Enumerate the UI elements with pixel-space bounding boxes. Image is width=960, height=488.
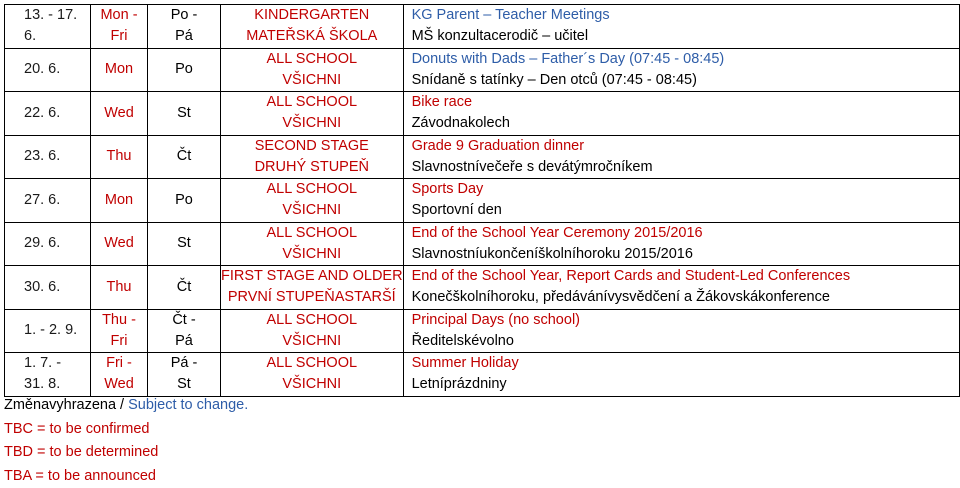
date-cell-line: 13. - 17. [24,5,90,26]
event-cell [403,92,959,136]
date-cell [5,266,91,310]
event-cell [403,309,959,353]
day-cz-cell-line: Pá [148,26,220,47]
day-cz-cell [148,266,221,310]
event-cz: Konečškolníhoroku, předávánívysvědčení a Žákovskákonference [412,287,959,308]
date-cell-line: 27. 6. [24,190,90,211]
note-change-en: Subject to change. [124,397,248,413]
group-cell [221,353,404,397]
day-en-cell [91,92,148,136]
day-cz-cell [148,135,221,179]
day-cz-cell [148,179,221,223]
group-cell-line: ALL SCHOOL [221,179,403,200]
date-cell [5,179,91,223]
subject-to-change-note [4,394,248,418]
note-tba: TBA = to be announced [4,465,248,488]
day-en-cell-line: Thu [91,146,147,167]
group-cell [221,179,404,223]
event-en: Summer Holiday [412,353,959,374]
group-cell [221,309,404,353]
event-cell [403,222,959,266]
day-cz-cell [148,222,221,266]
day-cz-cell-line: Pá - [148,353,220,374]
date-cell [5,135,91,179]
day-cz-cell-line: Po - [148,5,220,26]
event-cz: Slavnostníukončeníškolníhoroku 2015/2016 [412,244,959,265]
date-cell-line: 23. 6. [24,146,90,167]
date-cell-line: 20. 6. [24,59,90,80]
group-cell [221,48,404,92]
group-cell-line: ALL SCHOOL [221,310,403,331]
note-change-cz: Změnavyhrazena / [4,397,124,413]
event-cz: Závodnakolech [412,113,959,134]
group-cell-line: VŠICHNI [221,200,403,221]
group-cell-line: FIRST STAGE AND OLDER [221,266,403,287]
event-en: Grade 9 Graduation dinner [412,136,959,157]
event-cz: Ředitelskévolno [412,331,959,352]
day-en-cell-line: Thu [91,277,147,298]
date-cell-line: 1. 7. - [24,353,90,374]
event-cell [403,48,959,92]
schedule-row [5,179,960,223]
event-cz: Letníprázdniny [412,374,959,395]
schedule-row [5,353,960,397]
date-cell-line: 29. 6. [24,233,90,254]
day-en-cell [91,222,148,266]
day-en-cell [91,135,148,179]
note-tbd: TBD = to be determined [4,441,248,465]
date-cell-line: 22. 6. [24,103,90,124]
date-cell [5,92,91,136]
group-cell [221,135,404,179]
event-en: Donuts with Dads – Father´s Day (07:45 - 08:45) [412,49,959,70]
event-cell [403,5,959,49]
event-cell [403,266,959,310]
day-cz-cell-line: St [148,103,220,124]
day-cz-cell-line: Čt [148,277,220,298]
day-en-cell-line: Fri [91,331,147,352]
event-en: Bike race [412,92,959,113]
date-cell [5,48,91,92]
day-en-cell-line: Wed [91,103,147,124]
day-en-cell-line: Mon - [91,5,147,26]
day-cz-cell-line: St [148,374,220,395]
schedule-row [5,266,960,310]
day-cz-cell [148,5,221,49]
event-en: Sports Day [412,179,959,200]
group-cell-line: SECOND STAGE [221,136,403,157]
date-cell-line: 6. [24,26,90,47]
event-cell [403,353,959,397]
schedule-row [5,5,960,49]
day-en-cell-line: Fri - [91,353,147,374]
group-cell [221,5,404,49]
day-cz-cell-line: Pá [148,331,220,352]
notes [4,394,248,488]
day-en-cell [91,353,148,397]
day-en-cell-line: Fri [91,26,147,47]
event-cell [403,179,959,223]
event-en: End of the School Year, Report Cards and Student-Led Conferences [412,266,959,287]
schedule-row [5,309,960,353]
group-cell-line: MATEŘSKÁ ŠKOLA [221,26,403,47]
date-cell [5,353,91,397]
day-en-cell-line: Mon [91,190,147,211]
date-cell [5,222,91,266]
group-cell-line: VŠICHNI [221,331,403,352]
note-tbc: TBC = to be confirmed [4,418,248,442]
group-cell-line: DRUHÝ STUPEŇ [221,157,403,178]
date-cell-line: 31. 8. [24,374,90,395]
event-cell [403,135,959,179]
day-cz-cell-line: Čt - [148,310,220,331]
group-cell-line: VŠICHNI [221,374,403,395]
day-en-cell [91,48,148,92]
event-cz: MŠ konzultacerodič – učitel [412,26,959,47]
day-cz-cell-line: Čt [148,146,220,167]
group-cell-line: ALL SCHOOL [221,92,403,113]
day-en-cell-line: Wed [91,374,147,395]
schedule-row [5,48,960,92]
schedule-table [4,4,960,397]
day-cz-cell-line: St [148,233,220,254]
day-cz-cell [148,309,221,353]
group-cell [221,222,404,266]
group-cell-line: ALL SCHOOL [221,49,403,70]
schedule-row [5,92,960,136]
event-en: Principal Days (no school) [412,310,959,331]
event-en: End of the School Year Ceremony 2015/2016 [412,223,959,244]
group-cell-line: VŠICHNI [221,113,403,134]
schedule-row [5,135,960,179]
day-en-cell-line: Wed [91,233,147,254]
event-cz: Sportovní den [412,200,959,221]
day-en-cell [91,266,148,310]
group-cell-line: PRVNÍ STUPEŇASTARŠÍ [221,287,403,308]
day-en-cell-line: Mon [91,59,147,80]
day-cz-cell-line: Po [148,190,220,211]
schedule-row [5,222,960,266]
date-cell-line: 30. 6. [24,277,90,298]
day-en-cell-line: Thu - [91,310,147,331]
event-cz: Snídaně s tatínky – Den otců (07:45 - 08:45) [412,70,959,91]
group-cell [221,92,404,136]
date-cell [5,309,91,353]
group-cell-line: KINDERGARTEN [221,5,403,26]
date-cell [5,5,91,49]
day-en-cell [91,309,148,353]
day-cz-cell-line: Po [148,59,220,80]
group-cell-line: VŠICHNI [221,70,403,91]
day-en-cell [91,5,148,49]
event-cz: Slavnostnívečeře s devátýmročníkem [412,157,959,178]
group-cell-line: ALL SCHOOL [221,223,403,244]
group-cell-line: ALL SCHOOL [221,353,403,374]
day-en-cell [91,179,148,223]
day-cz-cell [148,353,221,397]
day-cz-cell [148,48,221,92]
day-cz-cell [148,92,221,136]
group-cell-line: VŠICHNI [221,244,403,265]
group-cell [221,266,404,310]
date-cell-line: 1. - 2. 9. [24,320,90,341]
event-en: KG Parent – Teacher Meetings [412,5,959,26]
